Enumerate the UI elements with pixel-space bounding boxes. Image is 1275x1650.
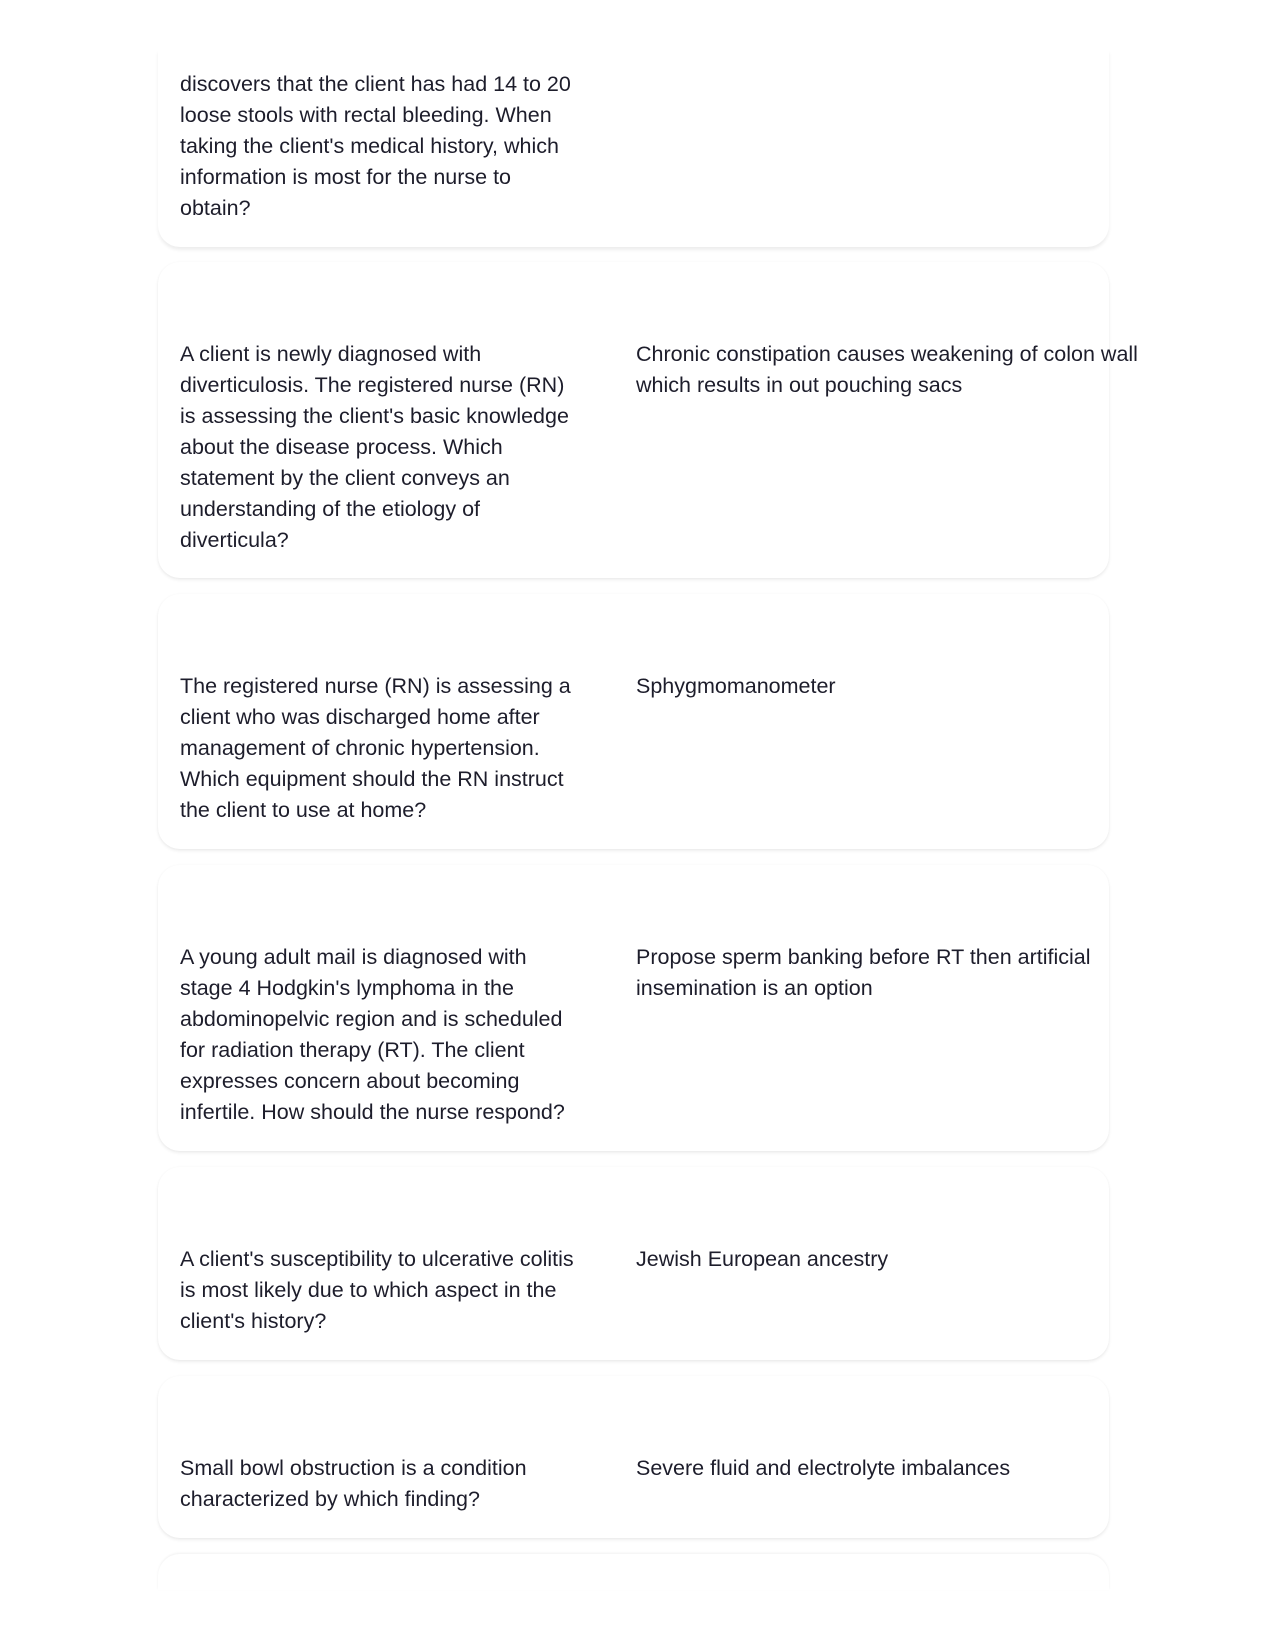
flashcard-5 [158, 1376, 1109, 1538]
flashcard-1 [158, 262, 1138, 578]
flashcard-term: discovers that the client has had 14 to 20 loose stools with rectal bleeding. When taking the client's medical history, which information is most for the nurse to obtain? [180, 72, 571, 220]
flashcard-term: Small bowl obstruction is a condition characterized by which finding? [180, 1456, 527, 1511]
flashcard-definition: Sphygmomanometer [636, 674, 836, 698]
flashcard-definition: Severe fluid and electrolyte imbalances [636, 1456, 1011, 1480]
flashcard-definition: Jewish European ancestry [636, 1247, 889, 1271]
flashcard-term: The registered nurse (RN) is assessing a client who was discharged home after management of chronic hypertension. Which equipment should the RN instruct the client to use at home? [180, 674, 571, 822]
flashcard-term: A client's susceptibility to ulcerative colitis is most likely due to which aspect in the client's history? [180, 1247, 574, 1333]
flashcard-definition: Chronic constipation causes weakening of colon wall which results in out pouching sacs [636, 342, 1138, 397]
flashcard-0 [158, 50, 1109, 247]
flashcard-4 [158, 1167, 1109, 1360]
flashcard-6 [158, 1554, 1109, 1590]
flashcard-definition: Propose sperm banking before RT then artificial insemination is an option [636, 945, 1091, 1000]
flashcard-term: A young adult mail is diagnosed with stage 4 Hodgkin's lymphoma in the abdominopelvic region and is scheduled for radiation therapy (RT). The client expresses concern about becoming infertile. How should the nurse respond? [180, 945, 565, 1124]
flashcard-term: A client is newly diagnosed with diverticulosis. The registered nurse (RN) is assessing the client's basic knowledge about the disease process. Which statement by the client conveys an understanding of the etiology of diverticula? [180, 342, 569, 552]
flashcard-3 [158, 865, 1109, 1151]
flashcard-2 [158, 594, 1109, 849]
